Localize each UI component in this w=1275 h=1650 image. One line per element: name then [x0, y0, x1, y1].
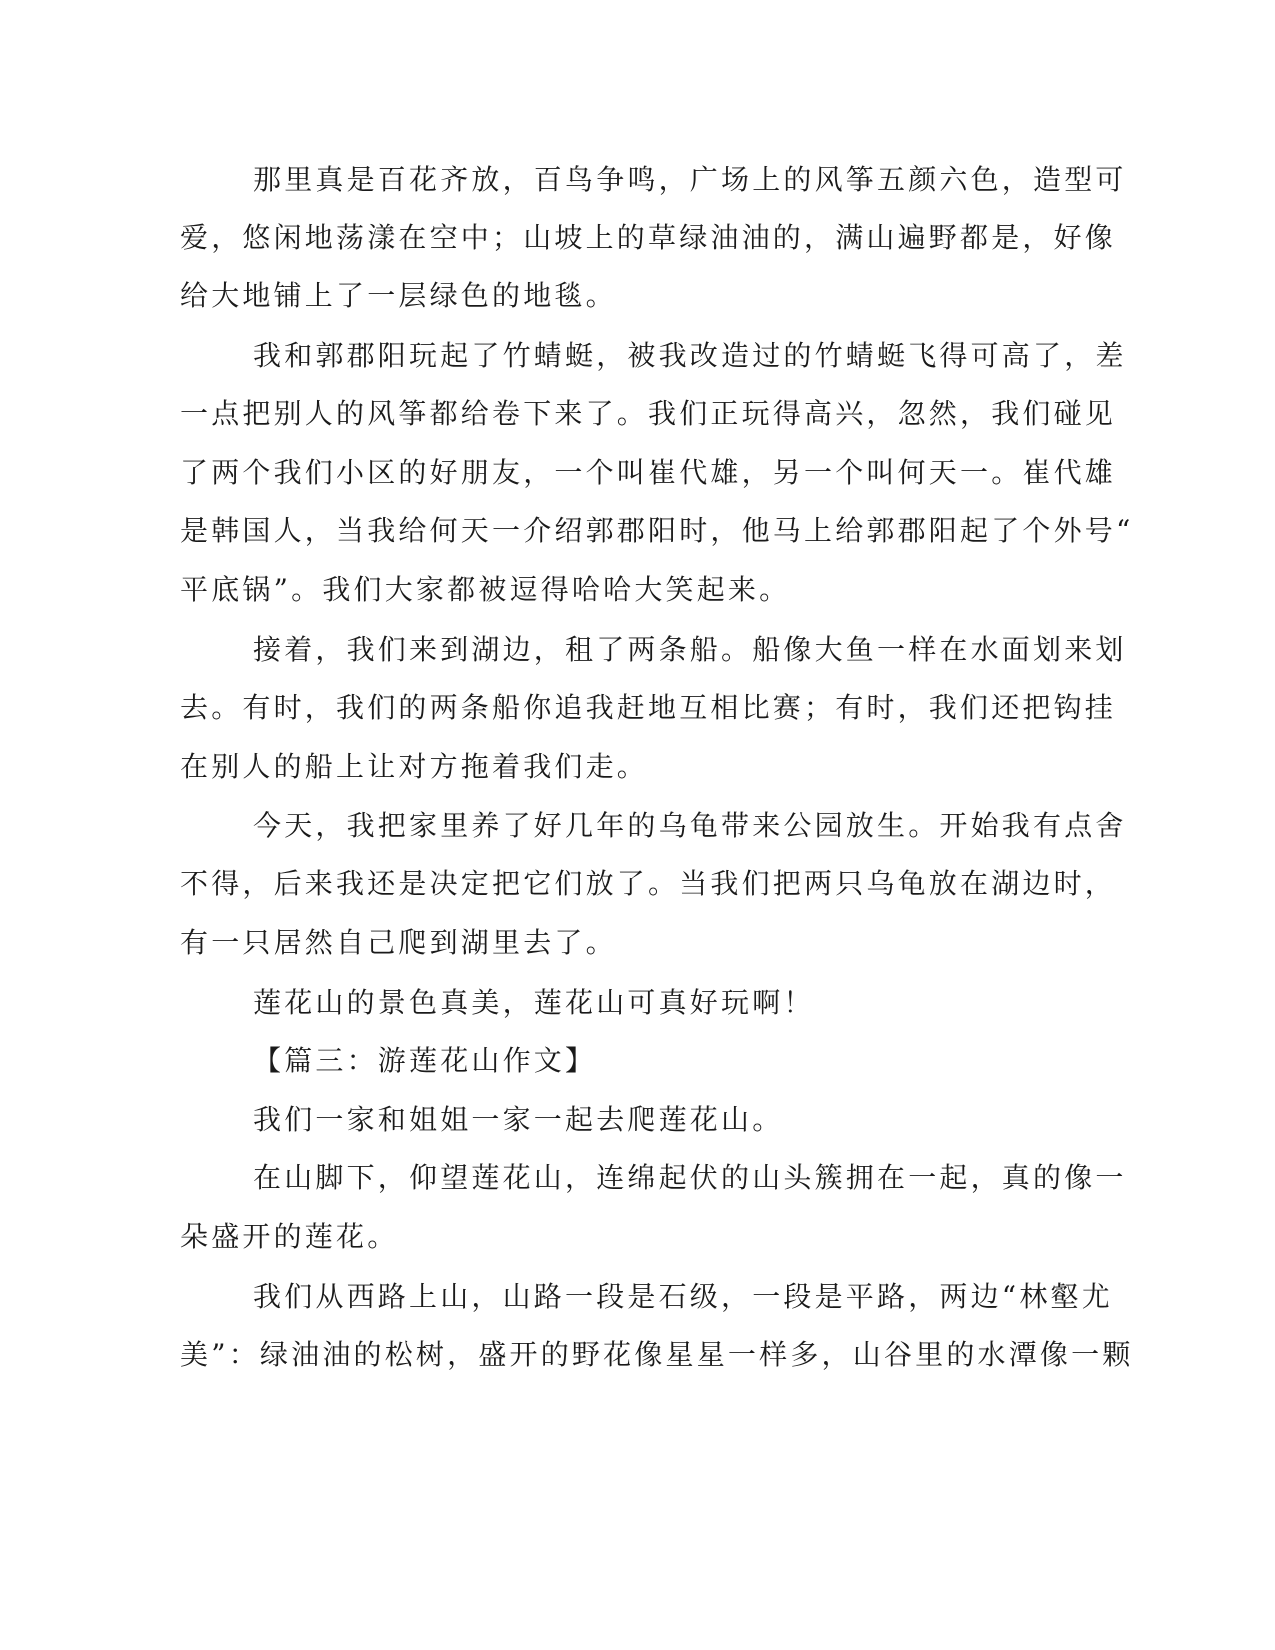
text-line: 一点把别人的风筝都给卷下来了。我们正玩得高兴，忽然，我们碰见 [180, 397, 1117, 430]
text-line: 朵盛开的莲花。 [180, 1220, 399, 1253]
text-line: 是韩国人，当我给何天一介绍郭郡阳时，他马上给郭郡阳起了个外号“ [180, 514, 1134, 547]
text-line: 去。有时，我们的两条船你追我赶地互相比赛；有时，我们还把钩挂 [180, 691, 1117, 724]
text-line: 有一只居然自己爬到湖里去了。 [180, 926, 617, 959]
text-line: 美”：绿油油的松树，盛开的野花像星星一样多，山谷里的水潭像一颗 [180, 1338, 1134, 1371]
text-line: 给大地铺上了一层绿色的地毯。 [180, 279, 617, 312]
text-line: 我和郭郡阳玩起了竹蜻蜓，被我改造过的竹蜻蜓飞得可高了，差 [253, 339, 1127, 372]
text-line: 我们从西路上山，山路一段是石级，一段是平路，两边“林壑尤 [253, 1280, 1113, 1313]
text-line: 那里真是百花齐放，百鸟争鸣，广场上的风筝五颜六色，造型可 [253, 163, 1127, 196]
text-line: 莲花山的景色真美，莲花山可真好玩啊！ [253, 986, 815, 1019]
text-line: 今天，我把家里养了好几年的乌龟带来公园放生。开始我有点舍 [253, 809, 1127, 842]
text-line: 爱，悠闲地荡漾在空中；山坡上的草绿油油的，满山遍野都是，好像 [180, 221, 1117, 254]
text-line: 了两个我们小区的好朋友，一个叫崔代雄，另一个叫何天一。崔代雄 [180, 456, 1117, 489]
text-line: 在别人的船上让对方拖着我们走。 [180, 750, 649, 783]
text-line: 平底锅”。我们大家都被逗得哈哈大笑起来。 [180, 573, 791, 606]
section-heading: 【篇三：游莲花山作文】 [253, 1044, 597, 1077]
text-line: 接着，我们来到湖边，租了两条船。船像大鱼一样在水面划来划 [253, 633, 1127, 666]
text-line: 在山脚下，仰望莲花山，连绵起伏的山头簇拥在一起，真的像一 [253, 1161, 1127, 1194]
text-line: 不得，后来我还是决定把它们放了。当我们把两只乌龟放在湖边时， [180, 867, 1117, 900]
text-line: 我们一家和姐姐一家一起去爬莲花山。 [253, 1103, 784, 1136]
